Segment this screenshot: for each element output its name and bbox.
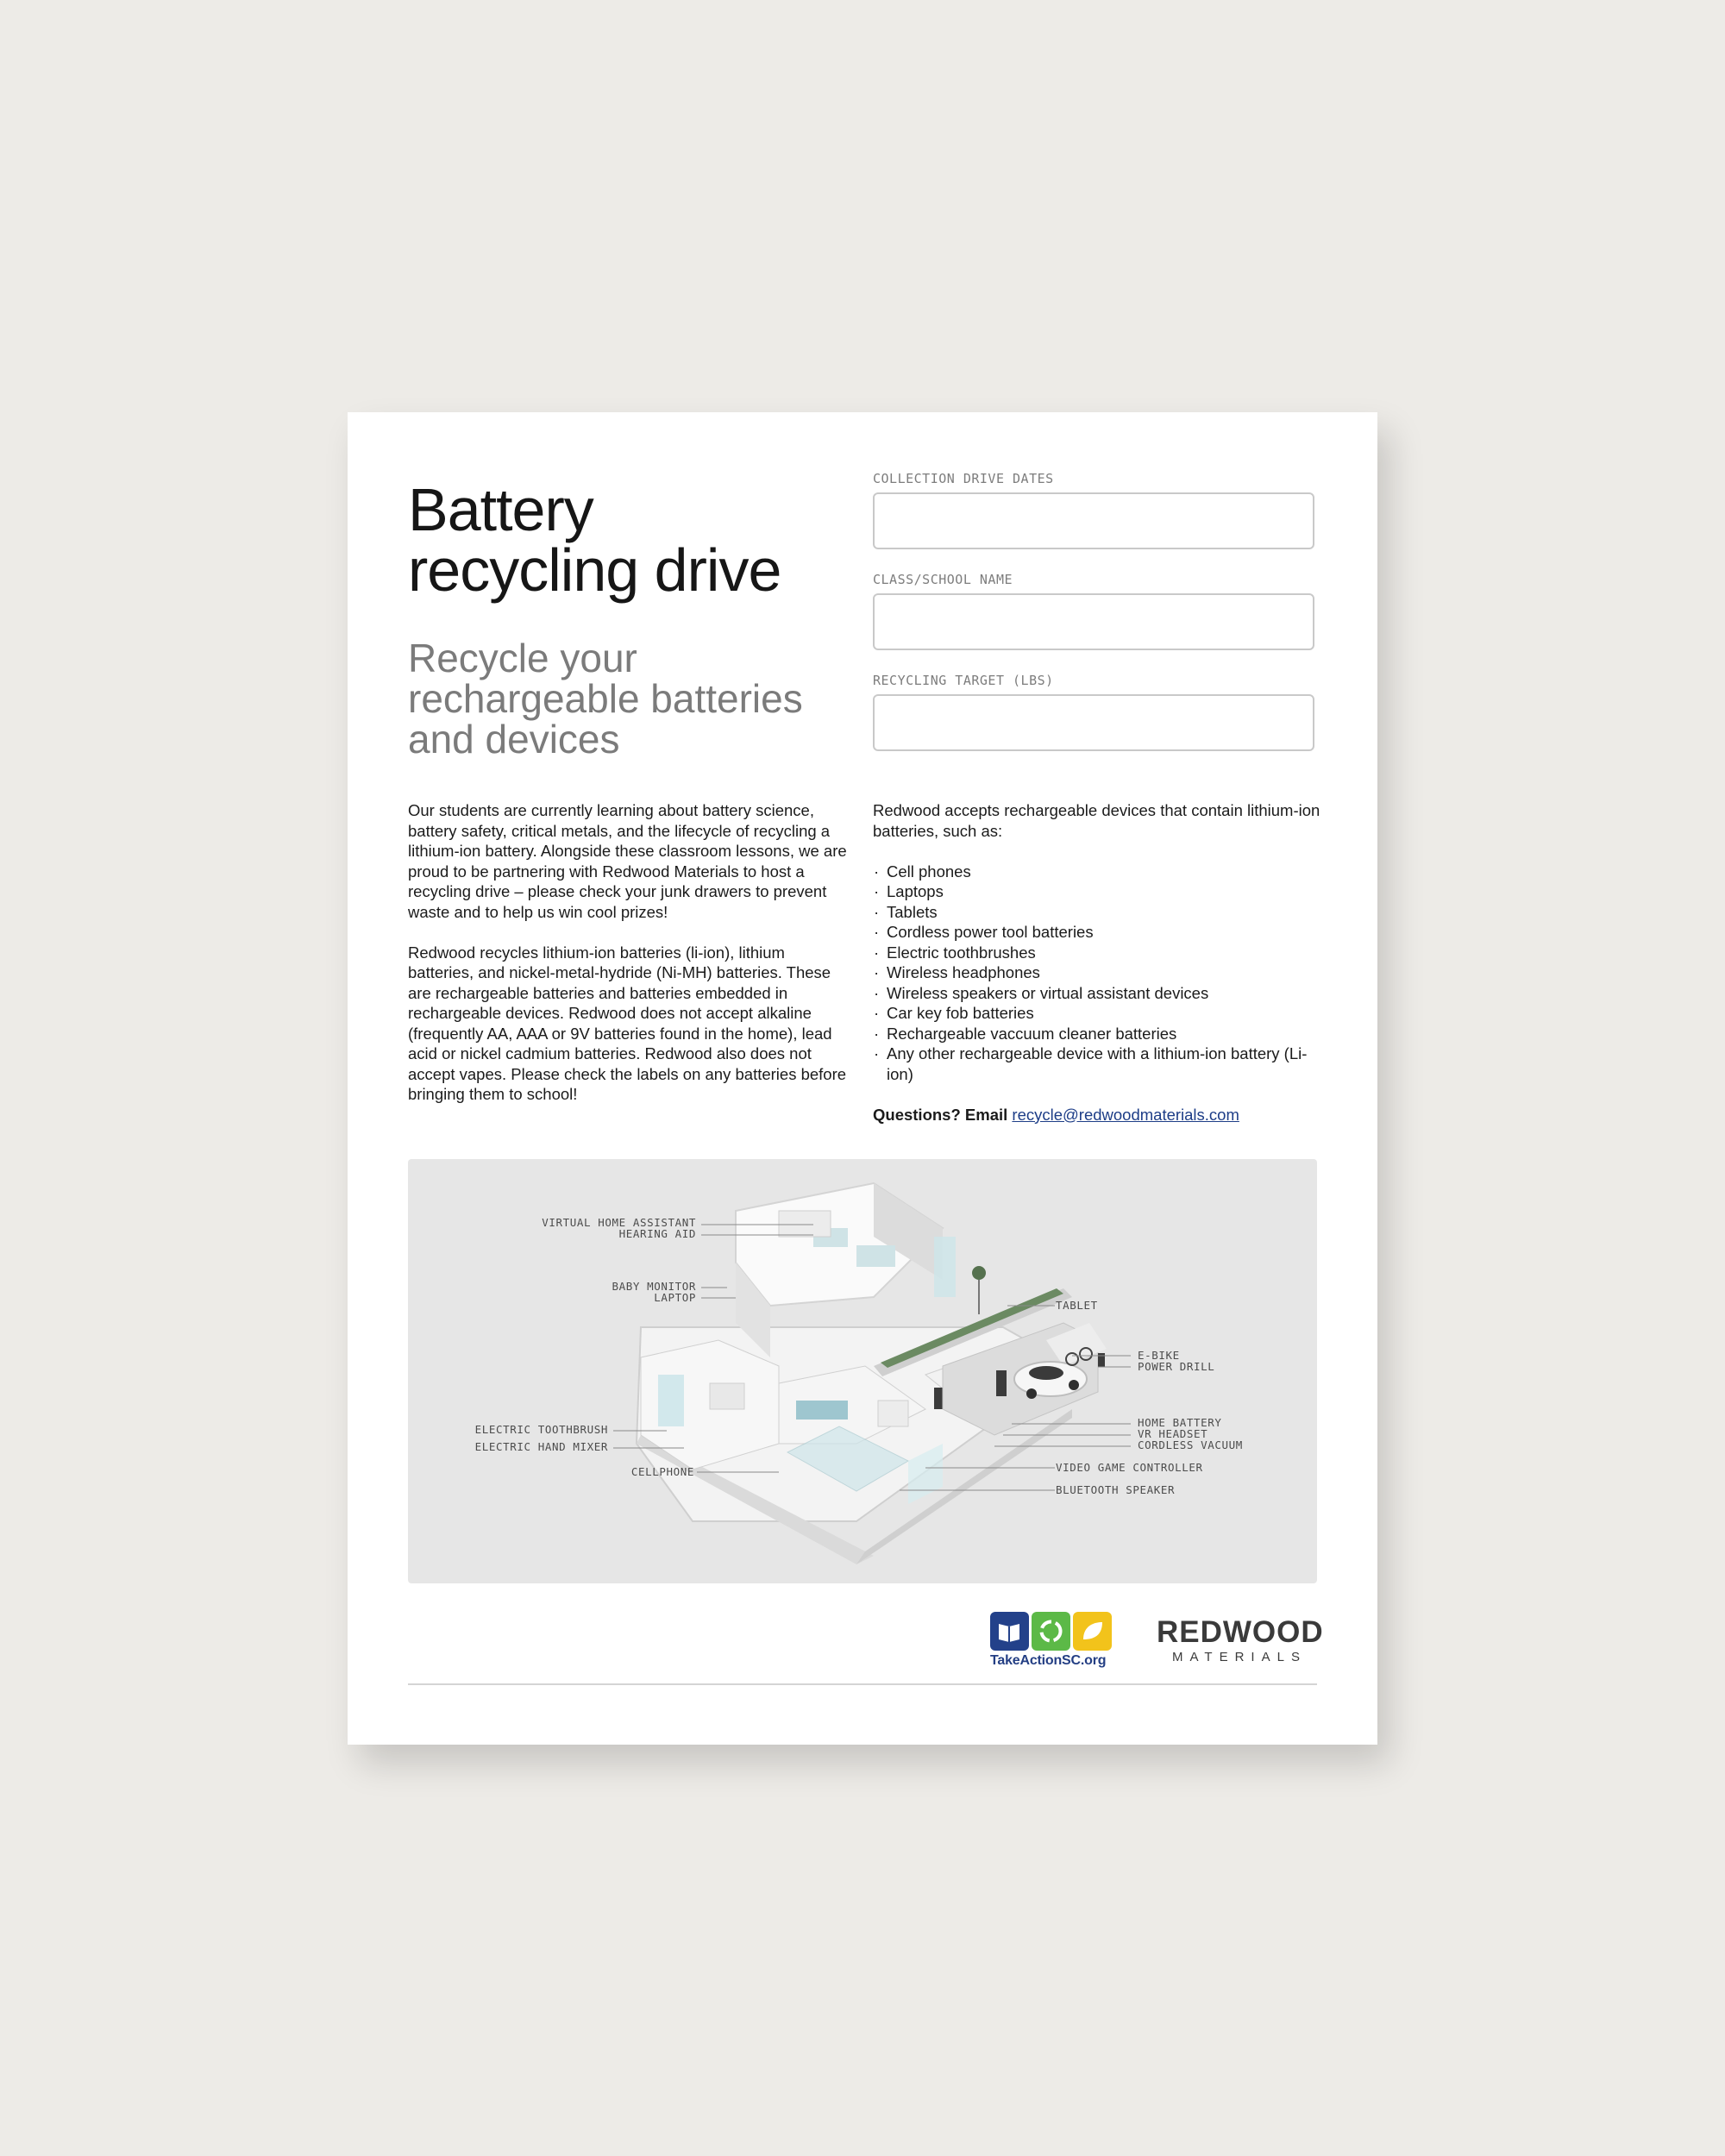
list-item: · Tablets: [873, 902, 1321, 923]
right-column: [873, 800, 1321, 1145]
label-e-bike: E-BIKE: [1138, 1349, 1180, 1362]
list-item: · Wireless headphones: [873, 962, 1321, 983]
leaf-icon: [1073, 1612, 1112, 1651]
collection-dates-label: COLLECTION DRIVE DATES: [873, 471, 1054, 486]
list-item: · Cordless power tool batteries: [873, 922, 1321, 943]
house-illustration: [408, 1159, 1317, 1583]
accepted-devices-intro: Redwood accepts rechargeable devices that contain lithium-ion batteries, such as:: [873, 801, 1320, 840]
page-subtitle: Recycle your rechargeable batteries and devices: [408, 636, 803, 761]
label-home-battery: HOME BATTERY: [1138, 1416, 1222, 1429]
questions-label: Questions? Email: [873, 1105, 1008, 1124]
label-electric-toothbrush: ELECTRIC TOOTHBRUSH: [474, 1423, 608, 1436]
label-electric-hand-mixer: ELECTRIC HAND MIXER: [474, 1440, 608, 1453]
takeactionsc-logo: [990, 1612, 1120, 1669]
device-list: [873, 862, 1321, 1085]
label-video-game-controller: VIDEO GAME CONTROLLER: [1056, 1461, 1203, 1474]
takeactionsc-icon-row: [990, 1612, 1120, 1651]
battery-types-paragraph: Redwood recycles lithium-ion batteries (li-ion), lithium batteries, and nickel-metal-hydride (Ni-MH) batteries. These are rechargeable batteries and batteries embedded in rechargeable devices. Redwood does not accept alkaline (frequently AA, AAA or 9V batteries found in the home), lead acid or nickel cadmium batteries. Redwood also does not accept vapes. Please check the labels on any batteries before bringing them to school!: [408, 943, 847, 1103]
email-link[interactable]: recycle@redwoodmaterials.com: [1012, 1105, 1239, 1124]
intro-paragraph: Our students are currently learning about battery science, battery safety, critical metals, and the lifecycle of recycling a lithium-ion battery. Alongside these classroom lessons, we are proud to be partnering with Redwood Materials to host a recycling drive – please check your junk drawers to prevent waste and to help us win cool prizes!: [408, 801, 847, 921]
label-power-drill: POWER DRILL: [1138, 1360, 1215, 1373]
list-item: · Laptops: [873, 881, 1321, 902]
takeactionsc-text: TakeActionSC.org: [990, 1653, 1107, 1668]
label-laptop: LAPTOP: [654, 1291, 696, 1304]
list-item: · Wireless speakers or virtual assistant devices: [873, 983, 1321, 1004]
questions-line: [873, 1105, 1321, 1125]
recycling-target-label: RECYCLING TARGET (LBS): [873, 673, 1054, 688]
list-item: · Car key fob batteries: [873, 1003, 1321, 1024]
label-baby-monitor: BABY MONITOR: [612, 1280, 696, 1293]
flyer-page: [348, 412, 1377, 1745]
school-name-label: CLASS/SCHOOL NAME: [873, 572, 1013, 587]
footer-divider: [408, 1683, 1317, 1685]
book-icon: [990, 1612, 1029, 1651]
label-cordless-vacuum: CORDLESS VACUUM: [1138, 1438, 1243, 1451]
recycle-icon: [1032, 1612, 1070, 1651]
page-title: Battery recycling drive: [408, 476, 781, 604]
list-item: · Any other rechargeable device with a lithium-ion battery (Li-ion): [873, 1044, 1321, 1084]
label-cellphone: CELLPHONE: [630, 1465, 694, 1478]
redwood-wordmark: REDWOOD: [1157, 1615, 1324, 1649]
list-item: · Rechargeable vaccuum cleaner batteries: [873, 1024, 1321, 1044]
recycling-target-field[interactable]: [873, 694, 1314, 751]
label-virtual-home-assistant: VIRTUAL HOME ASSISTANT: [542, 1216, 696, 1229]
label-vr-headset: VR HEADSET: [1138, 1427, 1208, 1440]
left-column: [408, 800, 855, 1125]
school-name-field[interactable]: [873, 593, 1314, 650]
label-bluetooth-speaker: BLUETOOTH SPEAKER: [1056, 1483, 1176, 1496]
redwood-subtitle: MATERIALS: [1172, 1650, 1307, 1664]
label-tablet: TABLET: [1056, 1299, 1098, 1312]
redwood-logo: [1157, 1615, 1324, 1664]
label-hearing-aid: HEARING AID: [618, 1227, 696, 1240]
collection-dates-field[interactable]: [873, 492, 1314, 549]
list-item: · Electric toothbrushes: [873, 943, 1321, 963]
list-item: · Cell phones: [873, 862, 1321, 882]
